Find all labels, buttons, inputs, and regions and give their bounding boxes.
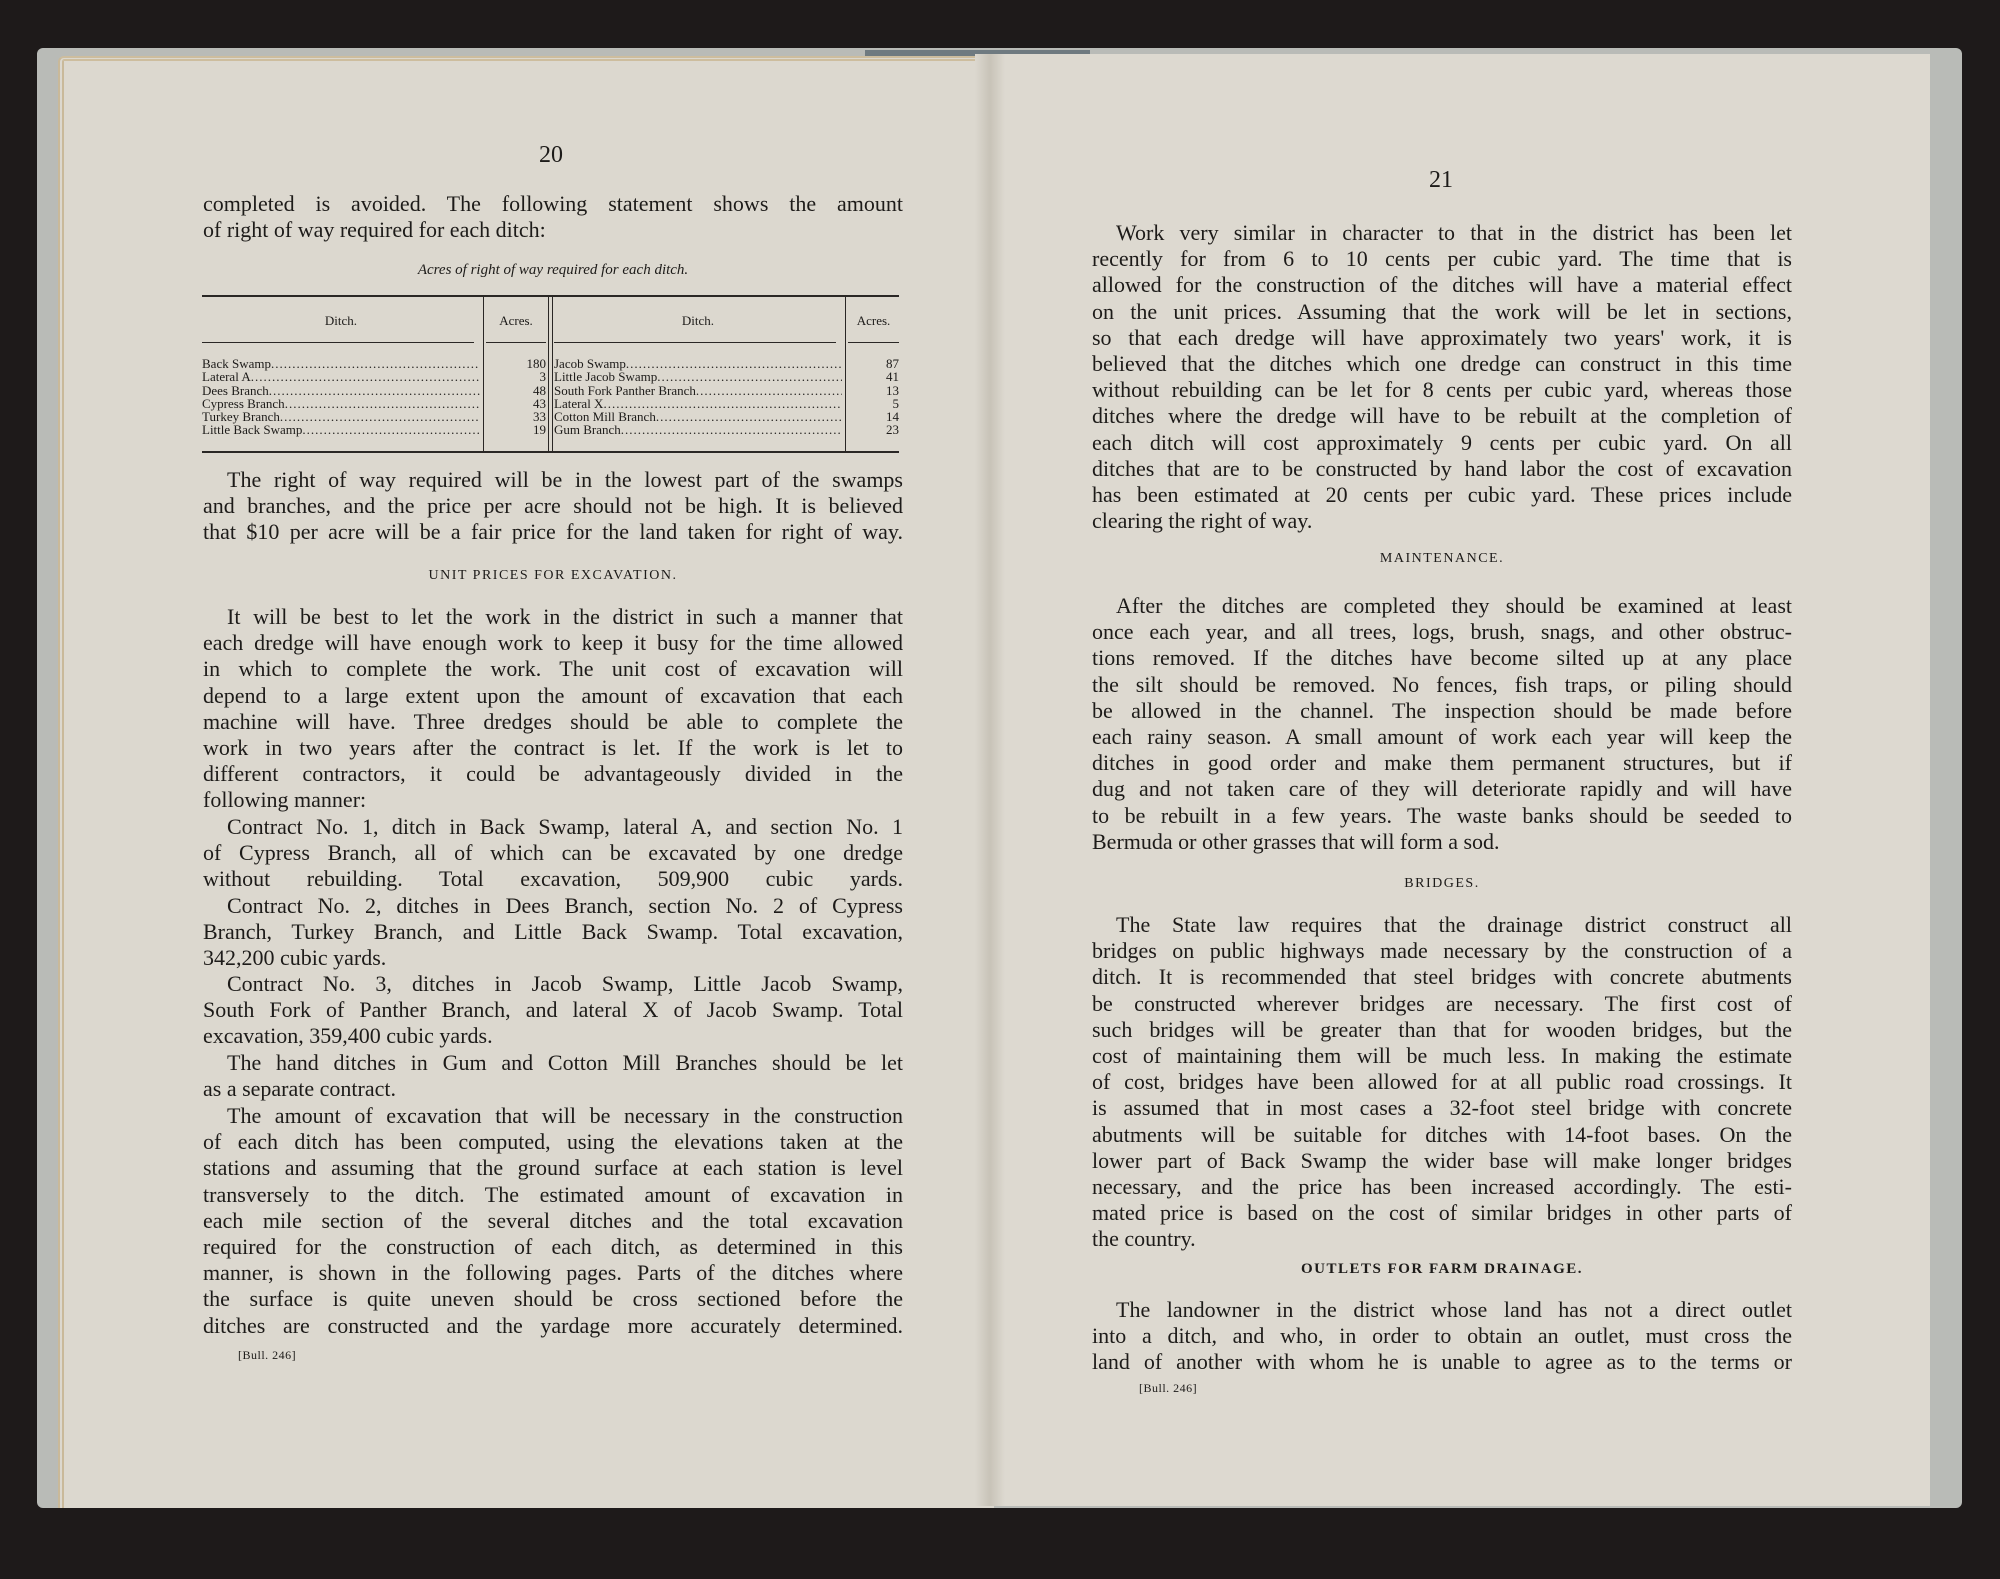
text-line: so that each dredge will have approximately two years' work, it is: [1092, 324, 1792, 350]
acres-value: 48: [533, 382, 546, 398]
dot-leader: [696, 384, 842, 397]
text-line: ditches are constructed and the yardage more accurately determined.: [203, 1312, 903, 1338]
text-line: Contract No. 1, ditch in Back Swamp, lateral A, and section No. 1: [227, 814, 903, 839]
ditch-column-left: [202, 297, 480, 451]
text-line: into a ditch, and who, in order to obtain an outlet, must cross the: [1092, 1323, 1792, 1349]
text-line: required for the construction of each ditch, as determined in this: [203, 1233, 903, 1259]
dot-leader: [271, 357, 480, 370]
text-line: South Fork of Panther Branch, and lateral X of Jacob Swamp. Total: [203, 997, 903, 1023]
text-line: machine will have. Three dredges should be able to complete the: [203, 708, 903, 734]
table-row-ditch: [202, 370, 480, 383]
text-line: each dredge will have enough work to keep it busy for the time allowed: [203, 630, 903, 656]
text-line: such bridges will be greater than that for wooden bridges, but the: [1092, 1016, 1792, 1042]
text-line: of each ditch has been computed, using the elevations taken at the: [203, 1129, 903, 1155]
text-line: the surface is quite uneven should be cross sectioned before the: [203, 1286, 903, 1312]
bulletin-footer-left: [Bull. 246]: [238, 1348, 297, 1362]
contract-2-paragraph: [203, 893, 903, 972]
text-line: stations and assuming that the ground surface at each station is level: [203, 1155, 903, 1181]
acres-value: 43: [533, 395, 546, 411]
table-row-ditch: [554, 357, 842, 370]
section-heading-unit-prices: UNIT PRICES FOR EXCAVATION.: [428, 568, 678, 583]
text-line: necessary, and the price has been increased accordingly. The esti-: [1092, 1173, 1792, 1199]
acres-value: 13: [886, 382, 899, 398]
text-line: following manner:: [203, 787, 367, 813]
ditch-name: Little Jacob Swamp: [554, 369, 658, 385]
text-line: on the unit prices. Assuming that the work will be let in sections,: [1092, 298, 1792, 324]
table-row-ditch: [202, 384, 480, 397]
text-line: work in two years after the contract is let. If the work is let to: [203, 734, 903, 760]
text-line: of Cypress Branch, all of which can be excavated by one dredge: [203, 840, 903, 866]
table-row-ditch: [202, 357, 480, 370]
unit-prices-paragraph: [203, 604, 903, 814]
text-line: ditches in good order and make them permanent structures, but if: [1092, 750, 1792, 776]
text-line: Branch, Turkey Branch, and Little Back Swamp. Total excavation,: [203, 919, 903, 945]
text-line: be constructed wherever bridges are necessary. The first cost of: [1092, 990, 1792, 1016]
text-line: as a separate contract.: [203, 1076, 396, 1102]
dot-leader: [621, 423, 842, 436]
text-line: mated price is based on the cost of similar bridges in other parts of: [1092, 1200, 1792, 1226]
outlets-paragraph: [1092, 1297, 1792, 1376]
dot-leader: [280, 410, 480, 423]
text-line: lower part of Back Swamp the wider base will make longer bridges: [1092, 1147, 1792, 1173]
text-line: 342,200 cubic yards.: [203, 945, 387, 971]
ditch-acres-table: [202, 295, 899, 453]
acres-value: 180: [526, 356, 546, 371]
text-line: land of another with whom he is unable to agree as to the terms or: [1092, 1349, 1792, 1375]
table-row-ditch: [554, 423, 842, 436]
page-number-left: 20: [539, 142, 563, 168]
text-line: dug and not taken care of they will deteriorate rapidly and will have: [1092, 776, 1792, 802]
text-line: believed that the ditches which one dredge can construct in this time: [1092, 350, 1792, 376]
text-line: completed is avoided. The following statement shows the amount: [203, 191, 903, 216]
text-line: ditches that are to be constructed by hand labor the cost of excavation: [1092, 455, 1792, 481]
acres-value: 41: [886, 369, 899, 385]
dot-leader: [269, 384, 480, 397]
ditch-name: Little Back Swamp: [202, 422, 303, 438]
text-line: ditch. It is recommended that steel bridges with concrete abutments: [1092, 964, 1792, 990]
text-line: in which to complete the work. The unit cost of excavation will: [203, 656, 903, 682]
section-heading-outlets: OUTLETS FOR FARM DRAINAGE.: [1300, 1261, 1584, 1277]
text-line: After the ditches are completed they should be examined at least: [1116, 593, 1792, 618]
text-line: once each year, and all trees, logs, brush, snags, and other obstruc-: [1092, 619, 1792, 645]
text-line: depend to a large extent upon the amount of excavation that each: [203, 682, 903, 708]
text-line: without rebuilding. Total excavation, 509,900 cubic yards.: [203, 866, 903, 892]
page-number-right: 21: [1429, 167, 1453, 193]
text-line: cost of maintaining them will be much less. In making the estimate: [1092, 1042, 1792, 1068]
acres-value: 19: [533, 422, 546, 438]
text-line: be allowed in the channel. The inspection should be made before: [1092, 697, 1792, 723]
text-line: each mile section of the several ditches and the total excavation: [203, 1207, 903, 1233]
text-line: the country.: [1092, 1226, 1196, 1252]
ditch-name: Jacob Swamp: [554, 356, 626, 371]
intro-paragraph: [203, 191, 903, 243]
text-line: has been estimated at 20 cents per cubic yard. These prices include: [1092, 481, 1792, 507]
table-header-acres: Acres.: [499, 313, 533, 328]
hand-ditches-paragraph: [203, 1050, 903, 1102]
text-line: and branches, and the price per acre should not be high. It is believed: [203, 493, 903, 519]
dot-leader: [603, 397, 842, 410]
text-line: of cost, bridges have been allowed for at all public road crossings. It: [1092, 1069, 1792, 1095]
text-line: tions removed. If the ditches have become silted up at any place: [1092, 645, 1792, 671]
section-heading-maintenance: MAINTENANCE.: [1379, 551, 1505, 566]
text-line: each rainy season. A small amount of work each year will keep the: [1092, 723, 1792, 749]
ditch-name: Lateral A: [202, 369, 251, 385]
text-line: abutments will be suitable for ditches with 14-foot bases. On the: [1092, 1121, 1792, 1147]
dot-leader: [657, 370, 842, 383]
text-line: bridges on public highways made necessary by the construction of a: [1092, 938, 1792, 964]
dot-leader: [285, 397, 480, 410]
table-row-ditch: [554, 370, 842, 383]
text-line: to be rebuilt in a few years. The waste banks should be seeded to: [1092, 802, 1792, 828]
ditch-name: Cotton Mill Branch: [554, 409, 656, 425]
acres-value: 33: [533, 409, 546, 425]
table-row-ditch: [554, 410, 842, 423]
table-header-ditch: Ditch.: [681, 313, 715, 328]
table-caption: Acres of right of way required for each ditch.: [417, 262, 689, 278]
text-line: The right of way required will be in the lowest part of the swamps: [227, 467, 903, 492]
text-line: Bermuda or other grasses that will form a sod.: [1092, 828, 1500, 854]
table-row-ditch: [202, 410, 480, 423]
text-line: The landowner in the district whose land has not a direct outlet: [1116, 1297, 1792, 1322]
dot-leader: [302, 423, 480, 436]
table-header-acres: Acres.: [856, 313, 891, 328]
bulletin-footer-right: [Bull. 246]: [1139, 1381, 1198, 1395]
text-line: clearing the right of way.: [1092, 508, 1313, 534]
text-line: without rebuilding can be let for 8 cents per cubic yard, whereas those: [1092, 377, 1792, 403]
excavation-amount-paragraph: [203, 1103, 903, 1339]
text-line: the silt should be removed. No fences, fish traps, or piling should: [1092, 671, 1792, 697]
acres-value: 5: [892, 395, 899, 411]
text-line: Contract No. 2, ditches in Dees Branch, section No. 2 of Cypress: [227, 893, 903, 918]
text-line: The State law requires that the drainage district construct all: [1116, 912, 1792, 937]
table-row-ditch: [554, 384, 842, 397]
ditch-name: Lateral X: [554, 395, 604, 411]
dot-leader: [626, 357, 842, 370]
acres-column-left: [486, 297, 546, 451]
ditch-name: Dees Branch: [202, 382, 269, 398]
ditch-name: Gum Branch: [554, 422, 621, 438]
table-row-ditch: [554, 397, 842, 410]
text-line: manner, is shown in the following pages. Parts of the ditches where: [203, 1260, 903, 1286]
acres-value: 3: [539, 369, 546, 385]
acres-value: 23: [886, 422, 899, 438]
text-line: excavation, 359,400 cubic yards.: [203, 1023, 493, 1049]
acres-value: 87: [886, 356, 899, 371]
text-line: The amount of excavation that will be necessary in the construction: [227, 1103, 903, 1128]
work-paragraph: [1092, 220, 1792, 534]
text-line: allowed for the construction of the ditches will have a material effect: [1092, 272, 1792, 298]
contract-3-paragraph: [203, 971, 903, 1050]
dot-leader: [656, 410, 842, 423]
page-gutter: [975, 54, 1005, 1506]
acres-column-right: [848, 297, 899, 451]
ditch-name: South Fork Panther Branch: [554, 382, 696, 398]
maintenance-paragraph: [1092, 593, 1792, 855]
text-line: recently for from 6 to 10 cents per cubic yard. The time that is: [1092, 246, 1792, 272]
ditch-column-right: [554, 297, 842, 451]
text-line: transversely to the ditch. The estimated amount of excavation in: [203, 1181, 903, 1207]
section-heading-bridges: BRIDGES.: [1404, 876, 1480, 891]
ditch-name: Cypress Branch: [202, 395, 285, 411]
acres-value: 14: [886, 409, 899, 425]
text-line: Work very similar in character to that in the district has been let: [1116, 220, 1792, 245]
contract-1-paragraph: [203, 814, 903, 893]
dot-leader: [251, 370, 480, 383]
table-row-ditch: [202, 423, 480, 436]
text-line: of right of way required for each ditch:: [203, 217, 546, 243]
text-line: that $10 per acre will be a fair price for the land taken for right of way.: [203, 519, 903, 545]
text-line: different contractors, it could be advantageously divided in the: [203, 761, 903, 787]
bridges-paragraph: [1092, 912, 1792, 1252]
ditch-name: Turkey Branch: [202, 409, 280, 425]
text-line: each ditch will cost approximately 9 cents per cubic yard. On all: [1092, 429, 1792, 455]
text-line: ditches where the dredge will have to be rebuilt at the completion of: [1092, 403, 1792, 429]
ditch-name: Back Swamp: [202, 356, 271, 371]
text-line: is assumed that in most cases a 32-foot steel bridge with concrete: [1092, 1095, 1792, 1121]
table-row-ditch: [202, 397, 480, 410]
text-line: The hand ditches in Gum and Cotton Mill Branches should be let: [227, 1050, 903, 1075]
text-line: It will be best to let the work in the district in such a manner that: [227, 604, 903, 629]
table-header-ditch: Ditch.: [324, 313, 358, 328]
text-line: Contract No. 3, ditches in Jacob Swamp, Little Jacob Swamp,: [227, 971, 903, 996]
right-of-way-paragraph: [203, 467, 903, 546]
